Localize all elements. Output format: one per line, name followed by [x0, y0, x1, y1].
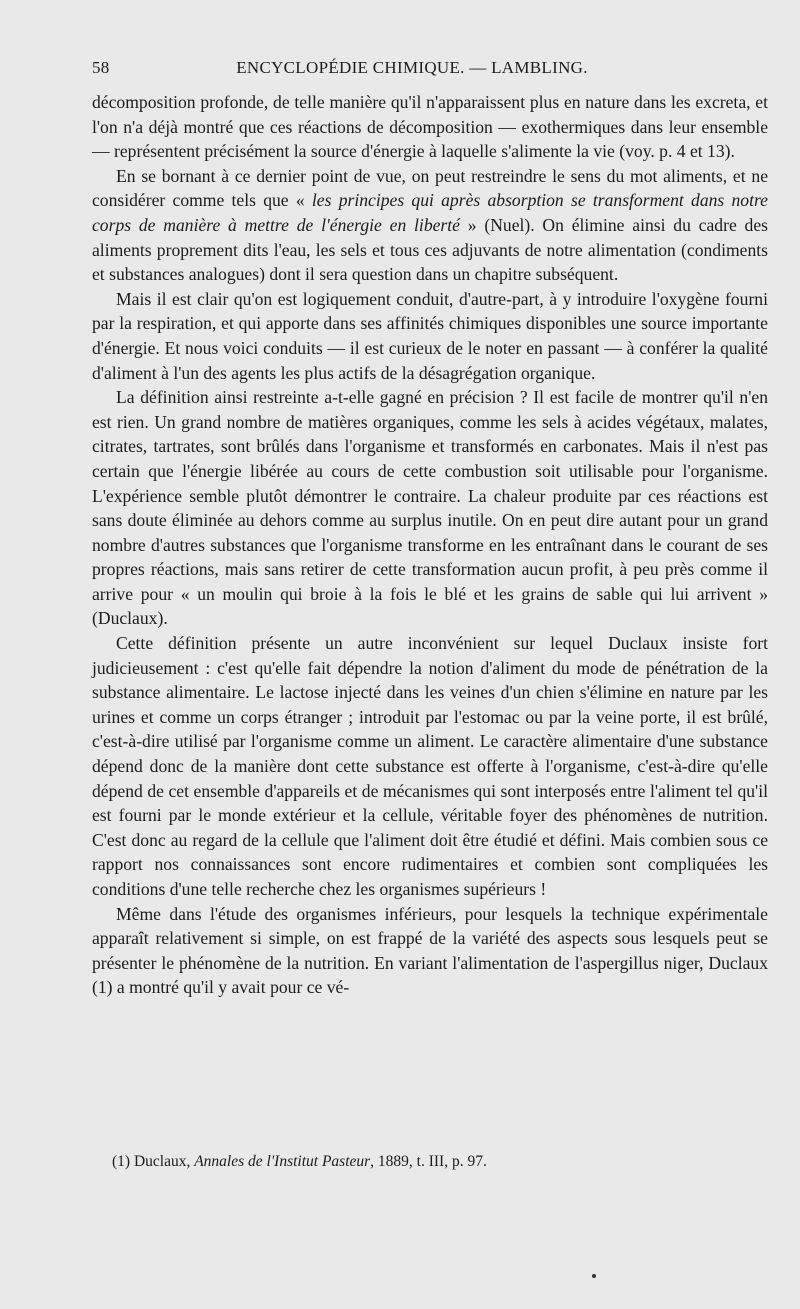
- paragraph-oxygen: Mais il est clair qu'on est logiquement conduit, d'autre-part, à y introduire l'oxygène fourni par la respiration, et qui apporte dans ses affinités chimiques disponibles une source importante d'énergie. Et nous voici conduits — il est curieux de le noter en passant — à conférer la qualité d'aliment à l'un des agents les plus actifs de la désagrégation organique.: [92, 288, 768, 383]
- page-number: 58: [92, 58, 110, 77]
- footnote-journal: Annales de l'Institut Pasteur: [194, 1153, 371, 1170]
- body-text: [92, 90, 768, 1000]
- paragraph-duclaux: Cette définition présente un autre inconvénient sur lequel Duclaux insiste fort judicieusement : c'est qu'elle fait dépendre la notion d'aliment du mode de pénétration de la substance alimentaire. Le lactose injecté dans les veines d'un chien s'élimine en nature par les urines et comme un corps étranger ; introduit par l'estomac ou par la veine porte, il est brûlé, c'est-à-dire utilisé par l'organisme comme un aliment. Le caractère alimentaire d'une substance dépend donc de la manière dont cette substance est offerte à l'organisme, c'est-à-dire qu'elle dépend de cet ensemble d'appareils et de mécanismes qui sont interposés entre l'aliment tel qu'il est fourni par le monde extérieur et la cellule, véritable foyer des phénomènes de nutrition. C'est donc au regard de la cellule que l'aliment doit être étudié et défini. Mais combien sous ce rapport nos connaissances sont encore rudimentaires et combien sont compliquées les conditions d'une telle recherche chez les organismes supérieurs !: [92, 633, 768, 899]
- paragraph-text: En se bornant à ce dernier point de vue, on peut restreindre le sens du mot aliments, et ne considérer comme tels que «: [92, 165, 768, 211]
- paragraph-continuation: décomposition profonde, de telle manière qu'il n'apparaissent plus en nature dans les excreta, et l'on n'a déjà montré que ces réactions de décomposition — exothermiques dans leur ensemble — représentent précisément la source d'énergie à laquelle s'alimente la vie (voy. p. 4 et 13).: [92, 92, 768, 162]
- footnote-text: , 1889, t. III, p. 97.: [370, 1153, 487, 1170]
- paragraph-precision: La définition ainsi restreinte a-t-elle gagné en précision ? Il est facile de montrer qu'il n'en est rien. Un grand nombre de matières organiques, comme les sels à acides végétaux, malates, citrates, tartrates, sont brûlés dans l'organisme et transformés en carbonates. Mais il n'est pas certain que l'énergie libérée au cours de cette combustion soit utilisable pour l'organisme. L'expérience semble plutôt démontrer le contraire. La chaleur produite par ces réactions est sans doute éliminée au dehors comme au surplus inutile. On en peut dire autant pour un grand nombre d'autres substances que l'organisme transforme en les entraînant dans le courant de ses propres réactions, mais sans retirer de cette transformation aucun profit, à peu près comme il arrive pour « un moulin qui broie à la fois le blé et les grains de sable qui lui arrivent » (Duclaux).: [92, 387, 768, 629]
- page-header: [0, 58, 800, 82]
- footnote-text: (1) Duclaux,: [112, 1153, 195, 1170]
- quoted-definition: les principes qui après absorption se transforment dans notre corps de manière à mettre de l'énergie en liberté: [92, 190, 768, 235]
- running-title: ENCYCLOPÉDIE CHIMIQUE. — LAMBLING.: [236, 58, 588, 77]
- paragraph-aspergillus: Même dans l'étude des organismes inférieurs, pour lesquels la technique expérimentale apparaît relativement si simple, on est frappé de la variété des aspects sous lesquels peut se présenter le phénomène de la nutrition. En variant l'alimentation de l'aspergillus niger, Duclaux (1) a montré qu'il y avait pour ce vé-: [92, 903, 768, 998]
- paragraph-aliments-definition: [92, 164, 768, 287]
- footnote: [112, 1152, 762, 1172]
- paragraph-text: » (Nuel). On élimine ainsi du cadre des aliments proprement dits l'eau, les sels et tous ces adjuvants de notre alimentation (condiments et substances analogues) dont il sera question dans un chapitre subséquent.: [92, 214, 768, 285]
- ink-speck: [592, 1274, 596, 1278]
